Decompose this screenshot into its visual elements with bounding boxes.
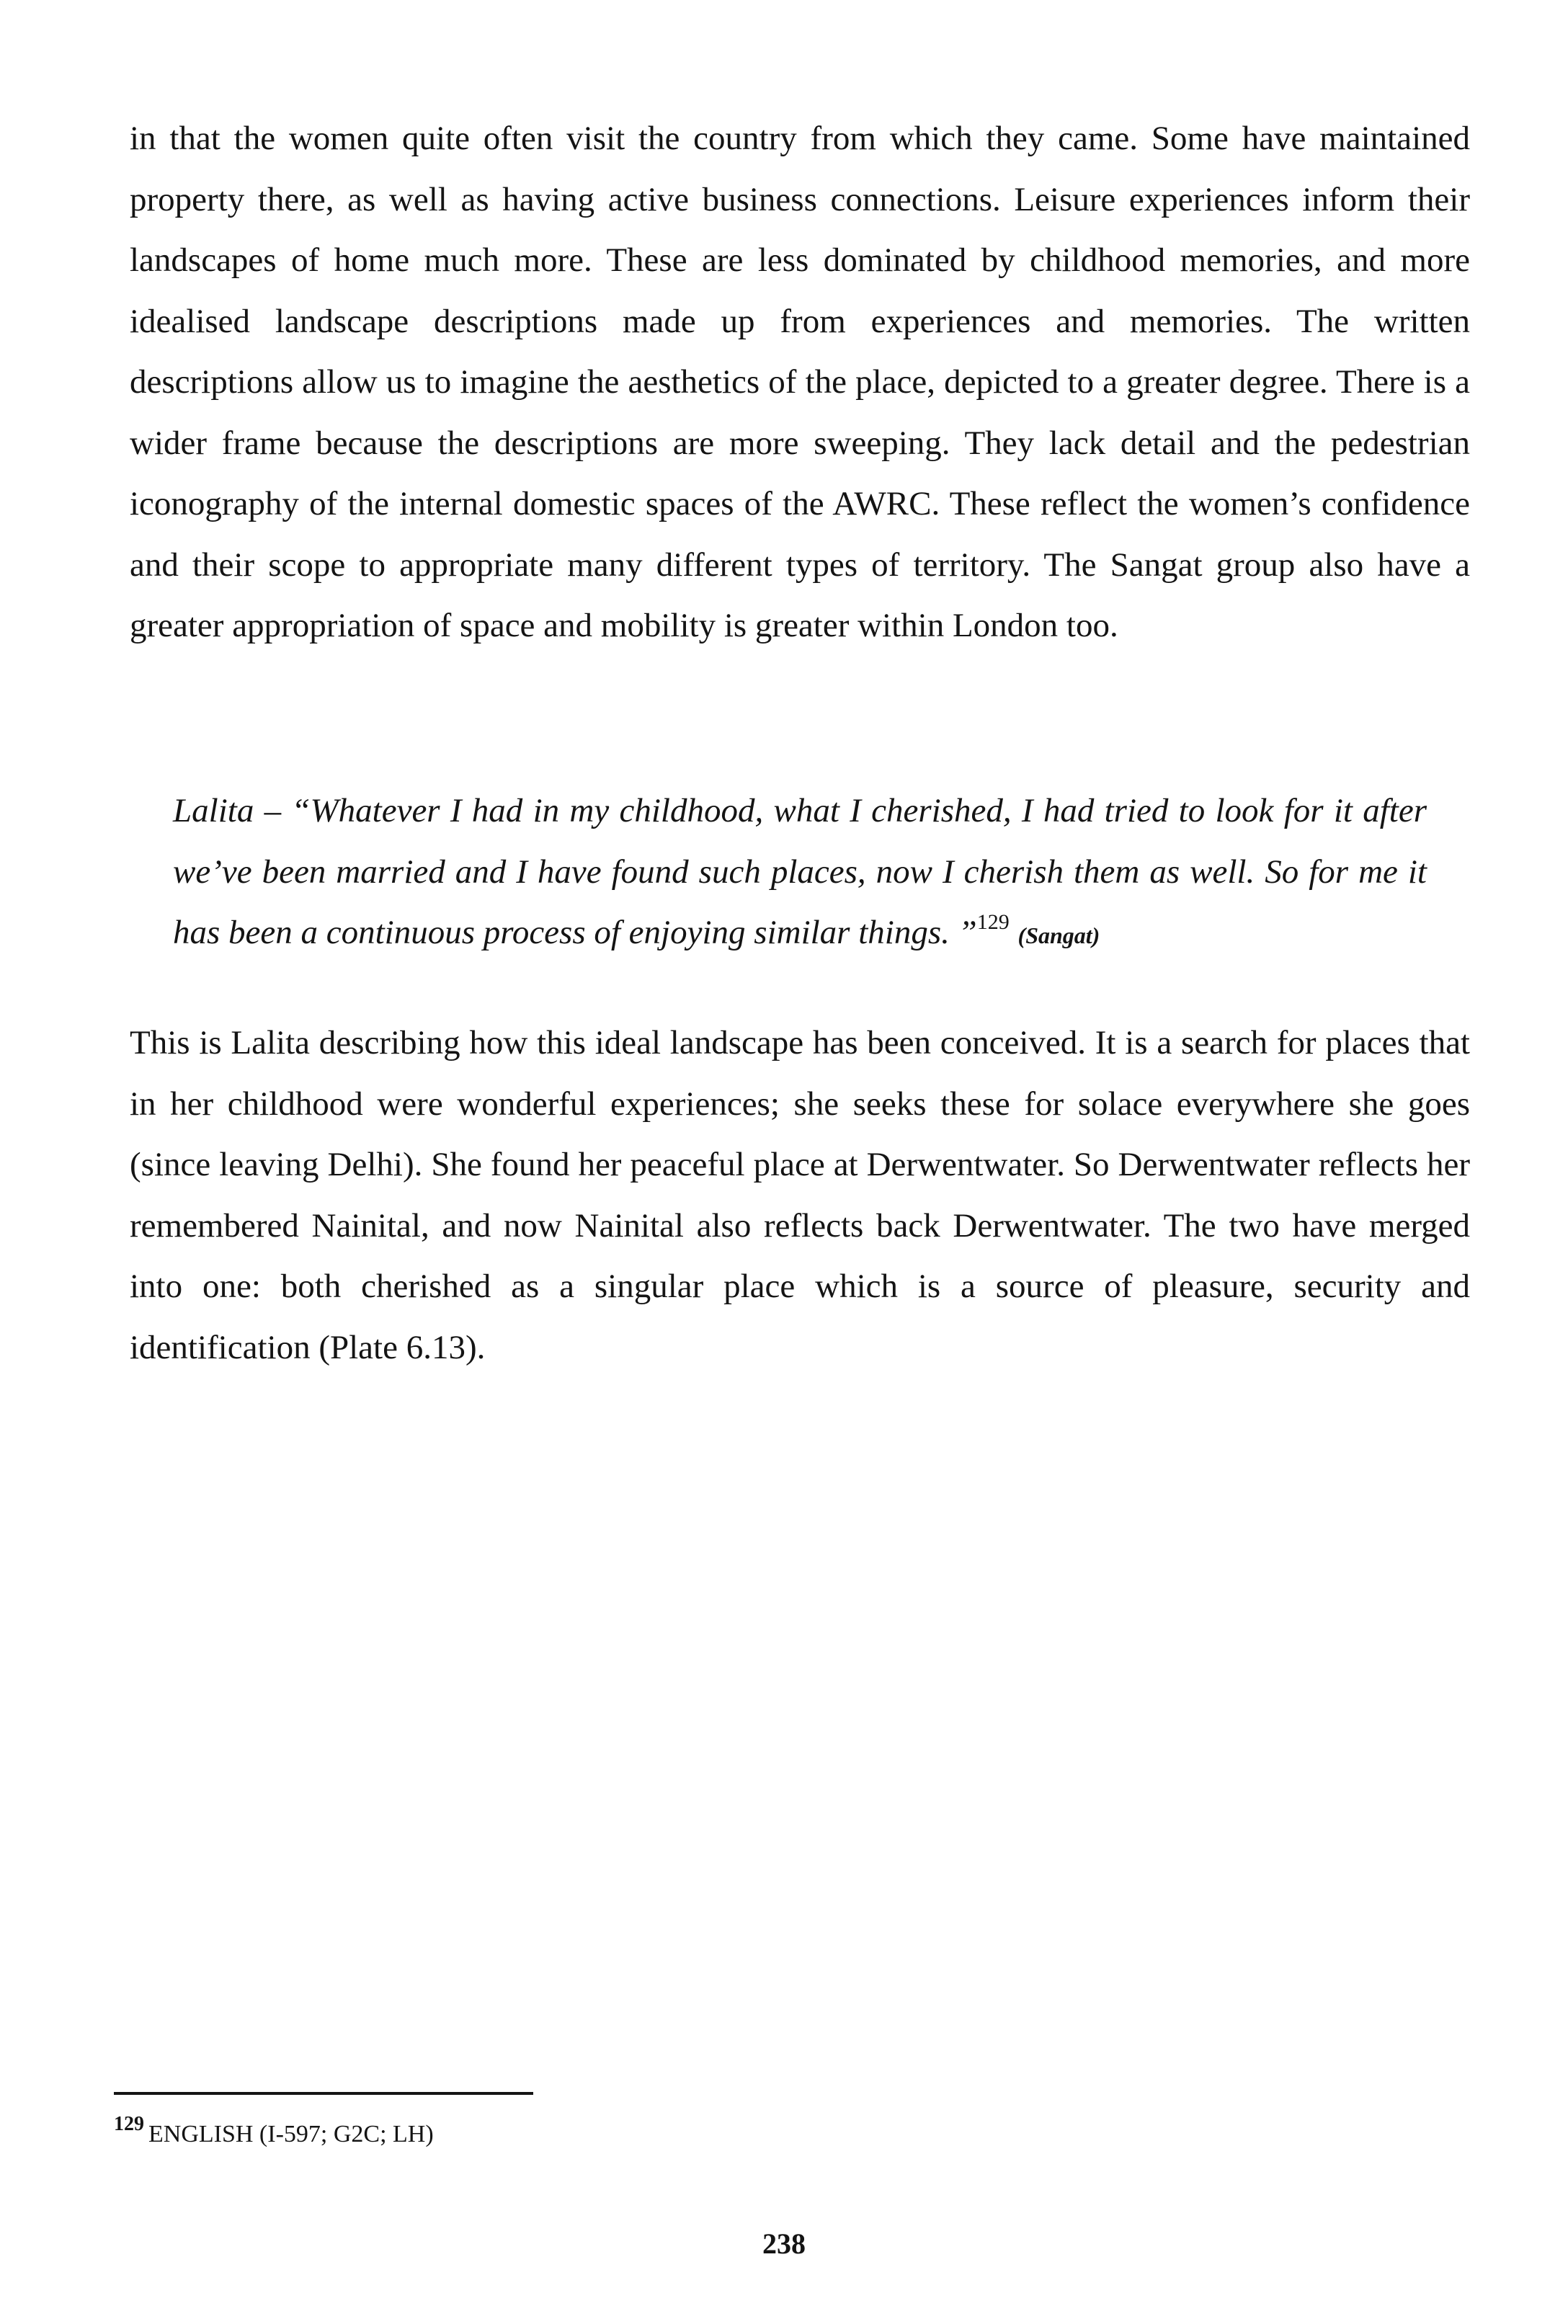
footnote-reference[interactable]: 129 <box>976 910 1010 934</box>
footnote <box>114 2113 434 2152</box>
footnote-number: 129 <box>114 2113 144 2135</box>
footnote-separator <box>114 2092 533 2095</box>
footnote-text: ENGLISH (I-597; G2C; LH) <box>148 2121 434 2147</box>
quote-text: Lalita – “Whatever I had in my childhood, what I cherished, I had tried to look for it after we’ve been married and I have found such places, now I cherish them as well. So for me it has been a continuous process of enjoying similar things. ” <box>173 792 1427 951</box>
page-number: 238 <box>762 2227 806 2260</box>
block-quote <box>173 780 1427 966</box>
body-paragraph-1: in that the women quite often visit the country from which they came. Some have maintained property there, as well as having active business connections. Leisure experiences inform their landscapes of home much more. These are less dominated by childhood memories, and more idealised landscape descriptions made up from experiences and memories. The written descriptions allow us to imagine the aesthetics of the place, depicted to a greater degree. There is a wider frame because the descriptions are more sweeping. They lack detail and the pedestrian iconography of the internal domestic spaces of the AWRC. These reflect the women’s confidence and their scope to appropriate many different types of territory. The Sangat group also have a greater appropriation of space and mobility is greater within London too. <box>130 120 1470 644</box>
body-paragraph-2: This is Lalita describing how this ideal landscape has been conceived. It is a search for places that in her childhood were wonderful experiences; she seeks these for solace everywhere she goes (since leaving Delhi). She found her peaceful place at Derwentwater. So Derwentwater reflects her remembered Nainital, and now Nainital also reflects back Derwentwater. The two have merged into one: both cherished as a singular place which is a source of pleasure, security and identification (Plate 6.13). <box>130 1024 1470 1366</box>
quote-source: (Sangat) <box>1017 922 1100 948</box>
